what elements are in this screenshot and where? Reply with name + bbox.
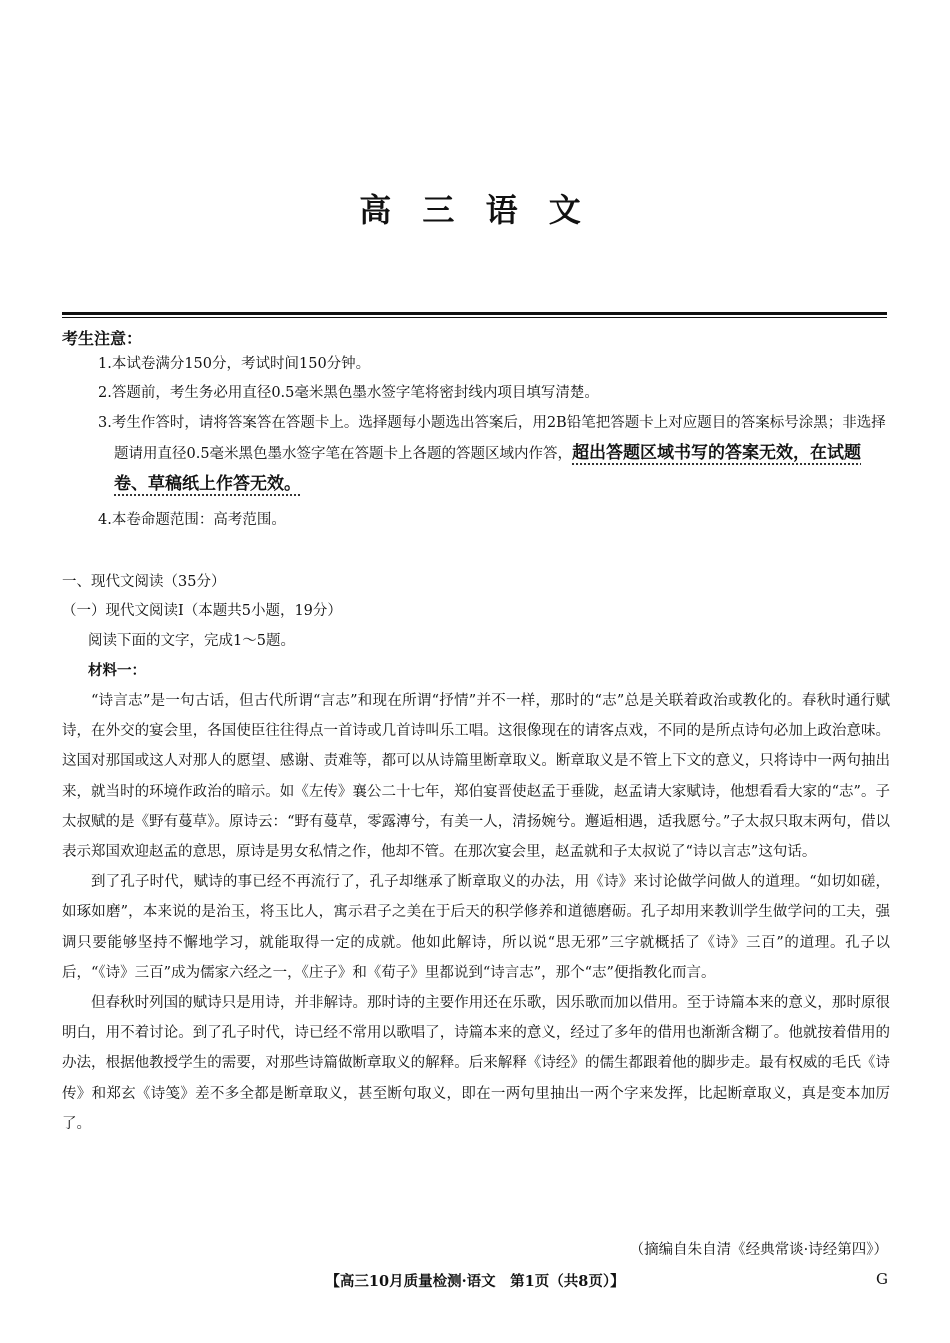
notice-item: 1.本试卷满分150分，考试时间150分钟。 — [98, 356, 371, 372]
notice-list — [62, 350, 892, 535]
version-code: G — [876, 1270, 888, 1288]
material-label: 材料一： — [88, 662, 146, 679]
notice-item — [62, 408, 892, 500]
notice-item: 4.本卷命题范围：高考范围。 — [98, 512, 286, 528]
notice-item-text: 3.考生作答时，请将答案答在答题卡上。选择题每小题选出答案后，用2B铅笔把答题卡上对应题目的答案标号涂黑；非选择题请用直径0.5毫米黑色墨水签字笔在答题卡上各题的答题区域内作答， — [98, 415, 886, 462]
instruction: 阅读下面的文字，完成1～5题。 — [88, 633, 295, 649]
page-footer: 【高三10月质量检测·语文 第1页（共8页）】 — [325, 1273, 625, 1290]
passage-paragraph: 到了孔子时代，赋诗的事已经不再流行了，孔子却继承了断章取义的办法，用《诗》来讨论做学问做人的道理。“如切如磋，如琢如磨”，本来说的是治玉，将玉比人，寓示君子之美在于后天的积学修养和道德磨砺。孔子却用来教训学生做学问的工夫，强调只要能够坚持不懈地学习，就能取得一定的成就。他如此解诗，所以说“思无邪”三字就概括了《诗》三百”的道理。孔子以后，“《诗》三百”成为儒家六经之一，《庄子》和《荀子》里都说到“诗言志”，那个“志”便指教化而言。 — [62, 874, 890, 981]
passage-paragraph: 但春秋时列国的赋诗只是用诗，并非解诗。那时诗的主要作用还在乐歌，因乐歌而加以借用。至于诗篇本来的意义，那时原很明白，用不着讨论。到了孔子时代，诗已经不常用以歌唱了，诗篇本来的意义，经过了多年的借用也渐渐含糊了。他就按着借用的办法，根据他教授学生的需要，对那些诗篇做断章取义的解释。后来解释《诗经》的儒生都跟着他的脚步走。最有权威的毛氏《诗传》和郑玄《诗笺》差不多全都是断章取义，甚至断句取义，即在一两句里抽出一两个字来发挥，比起断章取义，真是变本加厉了。 — [62, 995, 890, 1132]
exam-title: 高 三 语 文 — [359, 191, 591, 229]
notice-item: 2.答题前，考生务必用直径0.5毫米黑色墨水签字笔将密封线内项目填写清楚。 — [98, 385, 599, 401]
section-heading: 一、现代文阅读（35分） — [62, 574, 226, 590]
notice-item-emphasis: 超出答题区域书写的答案无效，在试题卷、草稿纸上作答无效。 — [114, 443, 862, 494]
notice-heading: 考生注意： — [62, 329, 143, 348]
subsection-heading: （一）现代文阅读Ⅰ（本题共5小题，19分） — [62, 603, 342, 619]
passage-paragraph: “诗言志”是一句古话，但古代所谓“言志”和现在所谓“抒情”并不一样，那时的“志”总是关联着政治或教化的。春秋时通行赋诗，在外交的宴会里，各国使臣往往得点一首诗或几首诗叫乐工唱。这很像现在的请客点戏，不同的是所点诗句必加上政治意味。这国对那国或这人对那人的愿望、感谢、责难等，都可以从诗篇里断章取义。断章取义是不管上下文的意义，只将诗中一两句抽出来，就当时的环境作政治的暗示。如《左传》襄公二十七年，郑伯宴晋使赵孟于垂陇，赵孟请大家赋诗，他想看看大家的“志”。子太叔赋的是《野有蔓草》。原诗云：“野有蔓草，零露漙兮，有美一人，清扬婉兮。邂逅相遇，适我愿兮。”子太叔只取末两句，借以表示郑国欢迎赵孟的意思，原诗是男女私情之作，他却不管。在那次宴会里，赵孟就和子太叔说了“诗以言志”这句话。 — [62, 693, 890, 861]
passage-source: （摘编自朱自清《经典常谈·诗经第四》） — [629, 1242, 888, 1258]
header-divider — [62, 312, 887, 318]
passage — [62, 686, 890, 1139]
